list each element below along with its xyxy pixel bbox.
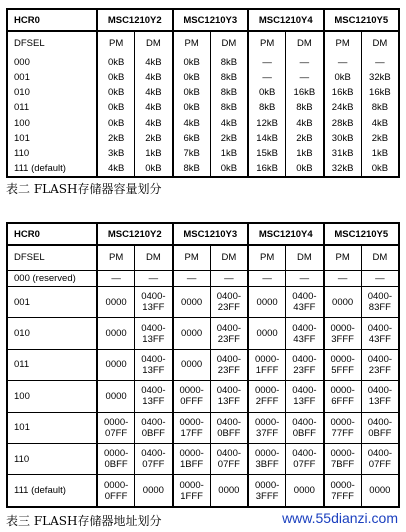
table1-cell: 1kB <box>210 146 248 161</box>
table1-col-hcr0: HCR0 <box>7 9 97 31</box>
table2-cell: 0400- 23FF <box>210 349 248 380</box>
table2-subheader-cell: DFSEL <box>7 245 97 270</box>
table1-row <box>7 55 399 70</box>
table1-cell: 8kB <box>210 100 248 115</box>
table2-cell: 0000 <box>97 349 135 380</box>
table1-cell: 8kB <box>210 85 248 100</box>
table1-col-y5: MSC1210Y5 <box>324 9 400 31</box>
table1-cell: 2kB <box>210 131 248 146</box>
table2-dfsel-cell: 110 <box>7 443 97 474</box>
table2-cell: 0000 <box>324 286 362 317</box>
table1-subheader-cell: DM <box>361 31 399 55</box>
table2-cell: 0400- 13FF <box>210 381 248 412</box>
table1-cell: 0kB <box>210 161 248 177</box>
table1-row <box>7 70 399 85</box>
table1-cell: 4kB <box>361 116 399 131</box>
table1-cell: 4kB <box>135 100 173 115</box>
table1-cell: 8kB <box>173 161 211 177</box>
table1-cell: 0kB <box>173 100 211 115</box>
table2-row <box>7 349 399 380</box>
table1-subheader-cell: PM <box>248 31 286 55</box>
table2-row <box>7 475 399 507</box>
table1-cell: 8kB <box>210 55 248 70</box>
table1-dfsel-cell: 100 <box>14 117 30 129</box>
table2-cell: 0000 <box>173 286 211 317</box>
table1-col-y4: MSC1210Y4 <box>248 9 324 31</box>
table2-cell: 0400- 07FF <box>210 443 248 474</box>
table2-cell: 0000- 7BFF <box>324 443 362 474</box>
table2-cell: 0000 <box>97 318 135 349</box>
table1-row <box>7 161 399 177</box>
table2-cell: 0000- 3FFF <box>248 475 286 507</box>
watermark: www.55dianzi.com <box>282 510 398 526</box>
table2-cell: 0000- 1FFF <box>173 475 211 507</box>
table2-cell: — <box>324 270 362 286</box>
table2-cell: 0000 <box>248 318 286 349</box>
table2-cell: 0400- 83FF <box>361 286 399 317</box>
table1-cell: 15kB <box>248 146 286 161</box>
table2-cell: 0400- 13FF <box>135 286 173 317</box>
table2-cell: 0000- 07FF <box>97 412 135 443</box>
table1-cell: 1kB <box>361 146 399 161</box>
table2-cell: 0400- 0BFF <box>361 412 399 443</box>
table1-cell: 24kB <box>324 100 362 115</box>
table2-cell: 0400- 23FF <box>361 349 399 380</box>
table1-subheader-cell: DM <box>286 31 324 55</box>
table1-cell: 0kB <box>135 161 173 177</box>
table2-col-y2: MSC1210Y2 <box>97 223 173 245</box>
table2-caption: 表三 FLASH存储器地址划分 <box>6 514 162 528</box>
table2-col-y4: MSC1210Y4 <box>248 223 324 245</box>
table2-cell: — <box>286 270 324 286</box>
table1-cell: 2kB <box>135 131 173 146</box>
table2-header-row <box>7 223 399 245</box>
table1-dfsel-cell: 011 <box>14 102 30 114</box>
table1-cell: 0kB <box>286 161 324 177</box>
table2-cell: 0000- 0BFF <box>97 443 135 474</box>
table1-body <box>7 55 399 177</box>
table2-col-y3: MSC1210Y3 <box>173 223 249 245</box>
table2-dfsel-cell: 000 (reserved) <box>7 270 97 286</box>
table2-row <box>7 286 399 317</box>
table2-col-y5: MSC1210Y5 <box>324 223 400 245</box>
table1-caption: 表二 FLASH存储器容量划分 <box>6 182 162 196</box>
table1-cell: 0kB <box>173 55 211 70</box>
table2-cell: 0000 <box>210 475 248 507</box>
table1-cell: — <box>286 55 324 70</box>
table1-cell: 8kB <box>361 100 399 115</box>
table1-subheader-row <box>7 31 399 55</box>
table2-cell: 0400- 43FF <box>286 286 324 317</box>
table1-cell: 32kB <box>324 161 362 177</box>
table1-row <box>7 116 399 131</box>
table1-row <box>7 100 399 115</box>
table1-cell: — <box>324 55 362 70</box>
table2-cell: — <box>173 270 211 286</box>
table1-cell: 0kB <box>324 70 362 85</box>
table1-cell: 1kB <box>135 146 173 161</box>
table1-subheader-cell: DM <box>135 31 173 55</box>
table1-row <box>7 85 399 100</box>
table1-cell: 16kB <box>248 161 286 177</box>
table2-cell: 0000- 3BFF <box>248 443 286 474</box>
table2-cell: 0000 <box>97 286 135 317</box>
table2-cell: 0400- 43FF <box>361 318 399 349</box>
table2-cell: 0000 <box>248 286 286 317</box>
table1-row <box>7 131 399 146</box>
table1-cell: 28kB <box>324 116 362 131</box>
table1-cell: 3kB <box>97 146 135 161</box>
table1-cell: 0kB <box>97 55 135 70</box>
table1-cell: — <box>286 70 324 85</box>
table2-subheader-cell: PM <box>173 245 211 270</box>
table2-cell: 0000- 1BFF <box>173 443 211 474</box>
table1-subheader-cell: PM <box>173 31 211 55</box>
table1-cell: 14kB <box>248 131 286 146</box>
table2-cell: 0000- 77FF <box>324 412 362 443</box>
table2-cell: 0000- 1FFF <box>248 349 286 380</box>
table1-cell: 0kB <box>97 116 135 131</box>
table1-cell: 0kB <box>97 70 135 85</box>
table2-dfsel-cell: 100 <box>7 381 97 412</box>
table2-cell: 0400- 07FF <box>135 443 173 474</box>
table2-subheader-cell: DM <box>286 245 324 270</box>
table1-cell: — <box>248 70 286 85</box>
table1-cell: 7kB <box>173 146 211 161</box>
table1-dfsel-cell: 001 <box>14 72 30 84</box>
table2-row <box>7 270 399 286</box>
table2-cell: — <box>361 270 399 286</box>
table2-cell: — <box>135 270 173 286</box>
table2-dfsel-cell: 111 (default) <box>7 475 97 507</box>
table1-cell: 6kB <box>173 131 211 146</box>
table2-cell: 0400- 13FF <box>135 349 173 380</box>
table1-cell: 12kB <box>248 116 286 131</box>
table2-cell: 0000- 17FF <box>173 412 211 443</box>
table2-cell: 0000- 3FFF <box>324 318 362 349</box>
table2-dfsel-cell: 101 <box>7 412 97 443</box>
table2-cell: 0000 <box>97 381 135 412</box>
table1-subheader-cell: PM <box>97 31 135 55</box>
table1-cell: 16kB <box>324 85 362 100</box>
table1-dfsel-cell: 101 <box>14 132 30 144</box>
table1-cell: 30kB <box>324 131 362 146</box>
table2-row <box>7 443 399 474</box>
table1-cell: 4kB <box>210 116 248 131</box>
table1-subheader-cell: DM <box>210 31 248 55</box>
table2-cell: 0000- 0FFF <box>173 381 211 412</box>
table2-cell: 0000- 6FFF <box>324 381 362 412</box>
table1-dfsel-cell: 110 <box>14 147 30 159</box>
table2-subheader-row <box>7 245 399 270</box>
table1-cell: 16kB <box>286 85 324 100</box>
table1-cell: 4kB <box>135 85 173 100</box>
table2-cell: 0000- 5FFF <box>324 349 362 380</box>
table2-cell: 0400- 0BFF <box>286 412 324 443</box>
table2-cell: 0000 <box>135 475 173 507</box>
table1-cell: 0kB <box>173 70 211 85</box>
table1-col-y3: MSC1210Y3 <box>173 9 249 31</box>
table2-cell: — <box>210 270 248 286</box>
table1-cell: 4kB <box>173 116 211 131</box>
flash-capacity-table <box>6 8 400 178</box>
table1-cell: 0kB <box>97 85 135 100</box>
table2-cell: 0000 <box>173 318 211 349</box>
table2-cell: 0000 <box>361 475 399 507</box>
table2-cell: 0000 <box>286 475 324 507</box>
table1-cell: — <box>361 55 399 70</box>
table2-cell: 0400- 13FF <box>286 381 324 412</box>
table1-cell: 16kB <box>361 85 399 100</box>
table1-cell: 0kB <box>173 85 211 100</box>
table1-cell: 4kB <box>135 55 173 70</box>
table1-dfsel-cell: 000 <box>14 57 30 69</box>
table2-subheader-cell: DM <box>361 245 399 270</box>
table2-subheader-cell: DM <box>135 245 173 270</box>
table2-col-hcr0: HCR0 <box>7 223 97 245</box>
table1-cell: 2kB <box>361 131 399 146</box>
table2-cell: 0400- 23FF <box>286 349 324 380</box>
table2-cell: 0000 <box>173 349 211 380</box>
table1-row <box>7 146 399 161</box>
table1-cell: 32kB <box>361 70 399 85</box>
table2-cell: 0400- 07FF <box>361 443 399 474</box>
flash-address-table <box>6 222 400 508</box>
table1-cell: 8kB <box>210 70 248 85</box>
table1-subheader-cell: DFSEL <box>14 38 45 50</box>
table1-cell: 4kB <box>135 116 173 131</box>
table2-cell: — <box>97 270 135 286</box>
table2-cell: 0000- 2FFF <box>248 381 286 412</box>
table1-cell: 31kB <box>324 146 362 161</box>
table1-col-y2: MSC1210Y2 <box>97 9 173 31</box>
table2-subheader-cell: PM <box>97 245 135 270</box>
table2-cell: 0000- 37FF <box>248 412 286 443</box>
table1-dfsel-cell: 111 (default) <box>14 162 66 174</box>
table2-cell: 0000- 7FFF <box>324 475 362 507</box>
table2-cell: 0000- 0FFF <box>97 475 135 507</box>
table1-subheader-cell: PM <box>324 31 362 55</box>
table1-cell: 0kB <box>97 100 135 115</box>
table2-cell: 0400- 07FF <box>286 443 324 474</box>
table1-cell: 1kB <box>286 146 324 161</box>
table1-cell: — <box>248 55 286 70</box>
table2-row <box>7 318 399 349</box>
table2-body <box>7 270 399 507</box>
table1-cell: 4kB <box>286 116 324 131</box>
table2-cell: — <box>248 270 286 286</box>
table2-row <box>7 381 399 412</box>
table2-dfsel-cell: 001 <box>7 286 97 317</box>
table1-header-row <box>7 9 399 31</box>
table2-cell: 0400- 13FF <box>361 381 399 412</box>
table1-cell: 4kB <box>135 70 173 85</box>
table2-cell: 0400- 13FF <box>135 318 173 349</box>
table1-cell: 2kB <box>97 131 135 146</box>
table2-cell: 0400- 23FF <box>210 286 248 317</box>
table1-cell: 2kB <box>286 131 324 146</box>
table2-dfsel-cell: 010 <box>7 318 97 349</box>
table2-row <box>7 412 399 443</box>
table1-dfsel-cell: 010 <box>14 87 30 99</box>
table2-dfsel-cell: 011 <box>7 349 97 380</box>
table1-cell: 4kB <box>97 161 135 177</box>
table1-cell: 8kB <box>248 100 286 115</box>
table2-cell: 0400- 43FF <box>286 318 324 349</box>
table2-cell: 0400- 0BFF <box>135 412 173 443</box>
table2-cell: 0400- 23FF <box>210 318 248 349</box>
table1-cell: 8kB <box>286 100 324 115</box>
table1-cell: 0kB <box>248 85 286 100</box>
table2-subheader-cell: PM <box>324 245 362 270</box>
table2-cell: 0400- 13FF <box>135 381 173 412</box>
table2-subheader-cell: PM <box>248 245 286 270</box>
table2-subheader-cell: DM <box>210 245 248 270</box>
table2-cell: 0400- 0BFF <box>210 412 248 443</box>
table1-cell: 0kB <box>361 161 399 177</box>
